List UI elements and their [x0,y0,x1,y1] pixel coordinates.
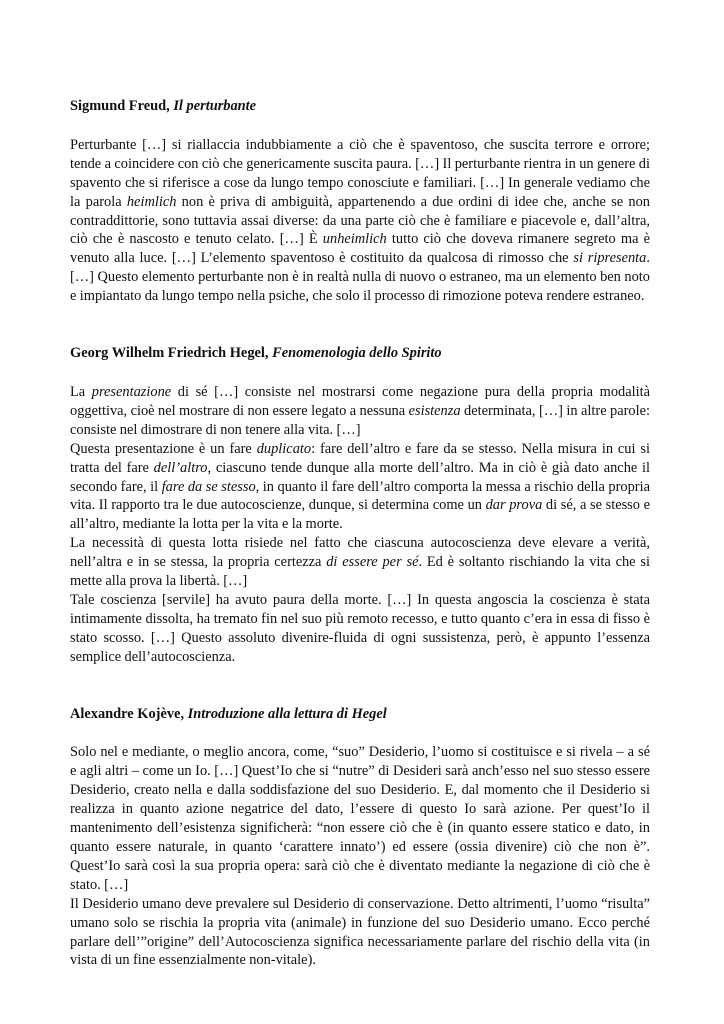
work-title: Il perturbante [173,98,257,114]
document-page [70,97,650,970]
quote-paragraph: Questa presentazione è un fare duplicato: fare dell’altro e fare da se stesso. Nella misura in cui si tratta del fare dell’altro, ciascuno tende dunque alla morte dell’altro. Ma in ciò è già dato anche il secondo fare, il fare da se stesso, in quanto il fare dell’altro comporta la messa a rischio della propria vita. Il rapporto tra le due autocoscienze, dunque, si determina come un dar prova di sé, a se stesso e all’altro, mediante la lotta per la vita e la morte. [70,440,651,533]
quote-paragraph: La necessità di questa lotta risiede nel fatto che ciascuna autocoscienza deve elevare a verità, nell’altra e in se stessa, la propria certezza di essere per sé. Ed è soltanto rischiando la vita che si mette alla prova la libertà. […] [70,535,650,590]
quote-paragraph: Perturbante […] si riallaccia indubbiamente a ciò che è spaventoso, che suscita terrore e orrore; tende a coincidere con ciò che genericamente suscita paura. […] Il perturbante rientra in un genere di spavento che si riferisce a cose da lungo tempo conosciute e familiari. […] In generale vediamo che la parola heimlich non è priva di ambiguità, appartenendo a due ordini di idee che, anche se non contraddittorie, sono tuttavia assai diverse: da una parte ciò che è familiare e piacevole e, dall’altra, ciò che è nascosto e tenuto celato. […] È unheimlich tutto ciò che doveva rimanere segreto ma è venuto alla luce. […] L’elemento spaventoso è costituito da qualcosa di rimosso che si ripresenta. […] Questo elemento perturbante non è in realtà nulla di nuovo o estraneo, ma un elemento ben noto e impiantato da lungo tempo nella psiche, che solo il processo di rimozione poteva rendere estraneo. [70,136,650,305]
quote-paragraph: Il Desiderio umano deve prevalere sul Desiderio di conservazione. Detto altrimenti, l’uomo “risulta” umano solo se rischia la propria vita (animale) in funzione del suo Desiderio umano. Ecco perché parlare dell’”origine” dell’Autocoscienza significa necessariamente parlare del rischio della vita (in vista di un fine essenzialmente non-vitale). [70,895,650,969]
author-name: Alexandre Kojève, [70,705,185,722]
work-title: Fenomenologia dello Spirito [272,345,442,362]
work-title: Introduzione alla lettura di Hegel [187,705,387,722]
section-heading-hegel [70,344,650,363]
quote-paragraph: La presentazione di sé […] consiste nel mostrarsi come negazione pura della propria modalità oggettiva, cioè nel mostrare di non essere legato a nessuna esistenza determinata, […] in altre parole: consiste nel dimostrare di non tenere alla vita. […] [70,383,650,438]
author-name: Georg Wilhelm Friedrich Hegel, [70,345,269,362]
section-heading-kojeve [70,705,650,724]
quote-paragraph: Solo nel e mediante, o meglio ancora, come, “suo” Desiderio, l’uomo si costituisce e si rivela – a sé e agli altri – come un Io. […] Quest’Io che si “nutre” di Desideri sarà anch’esso nel suo stesso essere Desiderio, creato nella e dalla soddisfazione del suo Desiderio. E, dal momento che il Desiderio si realizza in quanto azione negatrice del dato, l’essere di questo Io sarà azione. Per quest’Io il mantenimento dell’esistenza significherà: “non essere ciò che è (in quanto essere statico e dato, in quanto essere naturale, in quanto ‘carattere innato’) ed essere (ossia divenire) ciò che non è”. Quest’Io sarà così la sua propria opera: sarà ciò che è diventato mediante la negazione di ciò che è stato. […] [70,744,650,893]
author-name: Sigmund Freud, [70,98,170,114]
quote-paragraph: Tale coscienza [servile] ha avuto paura della morte. […] In questa angoscia la coscienza è stata intimamente dissolta, ha tremato fin nel suo più remoto recesso, e tutto quanto c’era in essa di fisso è stato scosso. […] Questo assoluto divenire-fluida di ogni sussistenza, però, è appunto l’essenza semplice dell’autocoscienza. [70,591,650,665]
section-heading-freud [70,97,650,116]
